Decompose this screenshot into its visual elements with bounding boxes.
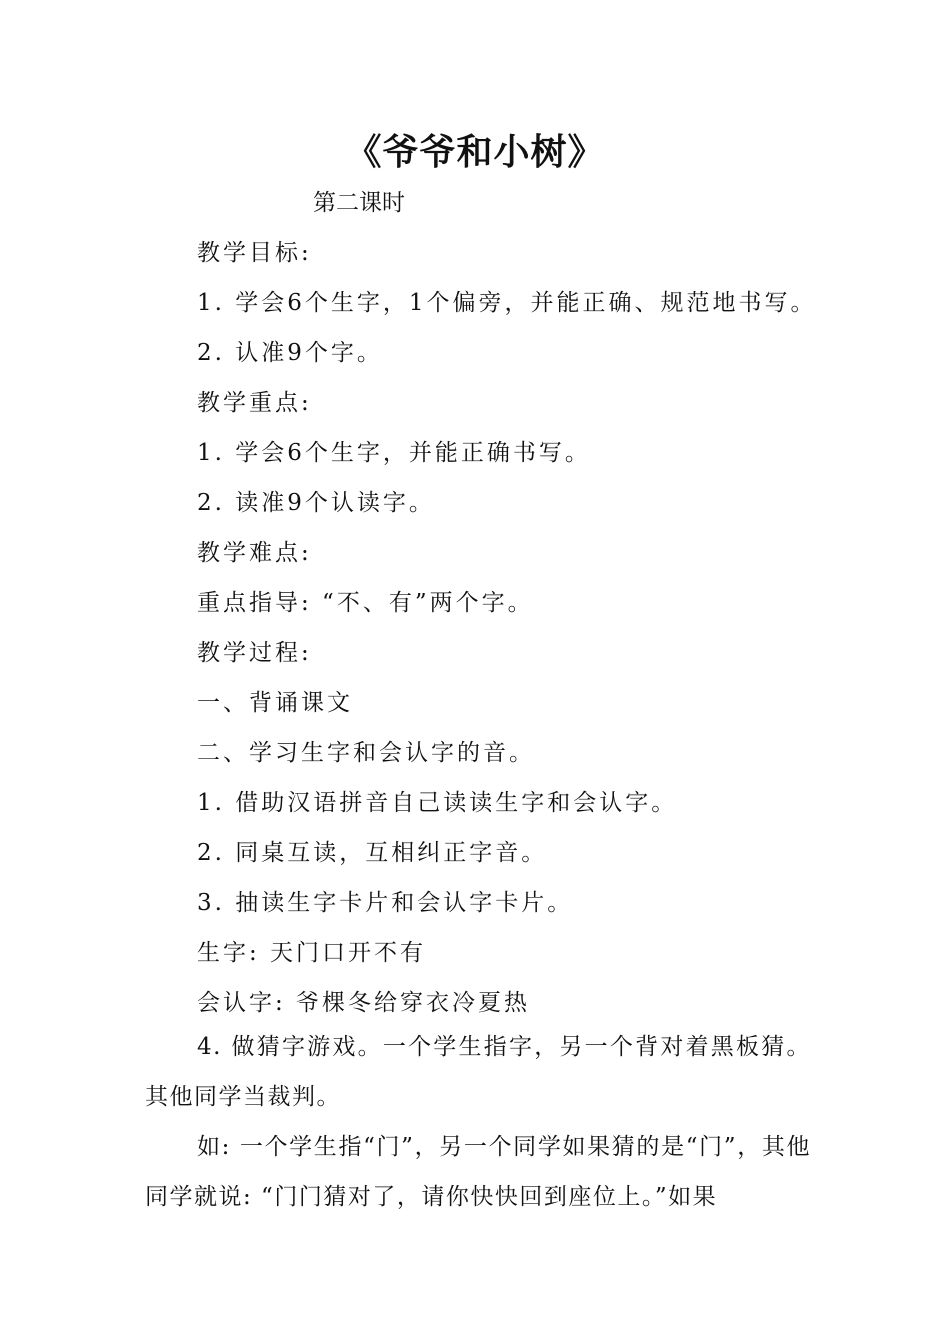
goal-item-1: 1. 学会6个生字，1个偏旁，并能正确、规范地书写。 [197, 290, 817, 316]
guessing-game-paragraph: 4. 做猜字游戏。一个学生指字，另一个背对着黑板猜。其他同学当裁判。 [145, 1034, 811, 1110]
example-paragraph: 如: 一个学生指“门”，另一个同学如果猜的是“门”，其他同学就说: “门门猜对了，请你快快回到座位上。”如果 [145, 1134, 811, 1210]
key-point-item-1: 1. 学会6个生字，并能正确书写。 [197, 440, 591, 466]
goal-item-2: 2. 认准9个字。 [197, 340, 383, 366]
heading-teaching-process: 教学过程: [197, 640, 312, 666]
new-characters: 生字: 天门口开不有 [197, 940, 427, 966]
document-title: 《爷爷和小树》 [345, 131, 605, 173]
heading-teaching-goals: 教学目标: [197, 240, 312, 266]
heading-difficulties: 教学难点: [197, 540, 312, 566]
process-step-2: 二、学习生字和会认字的音。 [197, 740, 535, 766]
process-step-1: 一、背诵课文 [197, 690, 353, 716]
heading-key-points: 教学重点: [197, 390, 312, 416]
key-point-item-2: 2. 读准9个认读字。 [197, 490, 435, 516]
process-substep-1: 1. 借助汉语拼音自己读读生字和会认字。 [197, 790, 678, 816]
lesson-period: 第二课时 [313, 190, 405, 216]
process-substep-2: 2. 同桌互读，互相纠正字音。 [197, 840, 548, 866]
process-substep-3: 3. 抽读生字卡片和会认字卡片。 [197, 890, 574, 916]
recognition-characters: 会认字: 爷棵冬给穿衣冷夏热 [197, 990, 531, 1016]
difficulty-item: 重点指导: “不、有”两个字。 [197, 590, 534, 616]
